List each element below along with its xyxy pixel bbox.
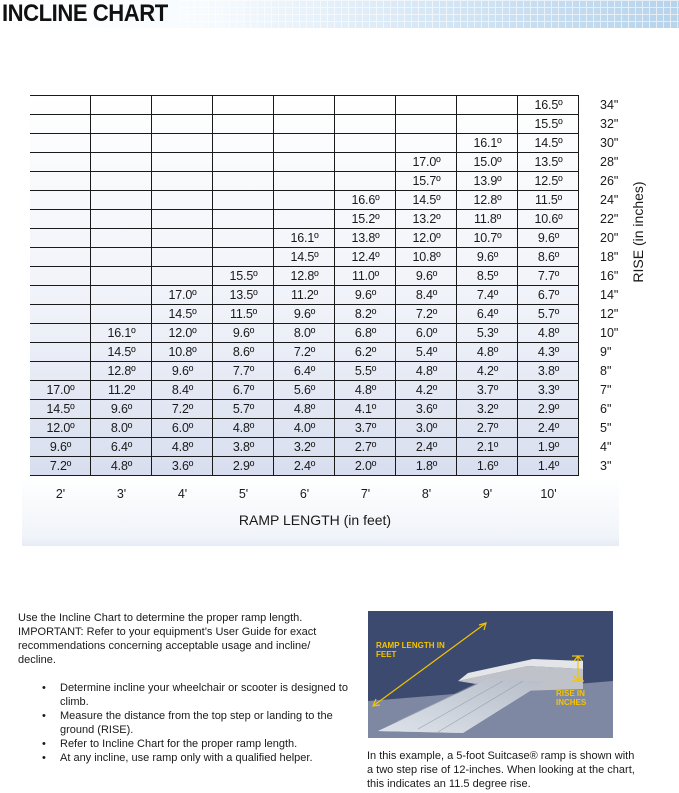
table-cell: 10.7º [473,231,502,245]
table-cell: 16.6º [351,193,380,207]
rise-label: 7" [600,383,612,397]
table-cell: 4.8º [293,402,316,416]
table-cell: 4.8º [171,440,194,454]
ramp-length-label: 10' [540,487,557,501]
table-cell: 2.9º [537,402,560,416]
table-cell: 9.6º [293,307,316,321]
table-cell: 7.7º [537,269,560,283]
table-cell: 5.6º [293,383,316,397]
table-cell: 9.6º [476,250,499,264]
table-cell: 13.8º [351,231,380,245]
table-cell: 17.0º [412,155,441,169]
table-cell: 12.8º [290,269,319,283]
table-cell: 15.5º [534,117,563,131]
table-cell: 9.6º [49,440,72,454]
table-cell: 8.6º [232,345,255,359]
rise-label: 18" [600,250,619,264]
table-cell: 15.7º [412,174,441,188]
table-cell: 17.0º [168,288,197,302]
table-cell: 3.2º [293,440,316,454]
table-cell: 13.2º [412,212,441,226]
table-cell: 12.8º [473,193,502,207]
page-title: INCLINE CHART [2,0,168,27]
table-cell: 3.8º [232,440,255,454]
table-cell: 6.7º [232,383,255,397]
table-cell: 4.2º [415,383,438,397]
table-cell: 6.4º [110,440,133,454]
table-cell: 6.2º [354,345,377,359]
table-cell: 15.0º [473,155,502,169]
table-cell: 8.0º [293,326,316,340]
table-cell: 13.5º [229,288,258,302]
table-cell: 12.8º [107,364,136,378]
table-cell: 14.5º [534,136,563,150]
table-cell: 4.8º [232,421,255,435]
table-cell: 10.8º [412,250,441,264]
table-cell: 9.6º [354,288,377,302]
list-item: • Measure the distance from the top step or landing to the ground (RISE). [42,709,348,737]
table-cell: 8.6º [537,250,560,264]
table-cell: 9.6º [110,402,133,416]
y-axis-label: RISE (in inches) [630,181,646,283]
rise-label: 8" [600,364,612,378]
photo-label-length: RAMP LENGTH IN FEET [376,641,445,659]
table-cell: 2.4º [415,440,438,454]
table-cell: 15.5º [229,269,258,283]
instructions-text [18,611,348,765]
table-cell: 4.8º [415,364,438,378]
list-item: • Refer to Incline Chart for the proper ramp length. [42,737,348,751]
ramp-photo [368,611,613,738]
table-cell: 12.5º [534,174,563,188]
table-cell: 13.5º [534,155,563,169]
table-cell: 12.0º [46,421,75,435]
table-cell: 4.8º [110,459,133,473]
table-cell: 1.6º [476,459,499,473]
table-cell: 11.2º [108,383,135,397]
table-cell: 7.2º [49,459,72,473]
table-cell: 4.1º [354,402,377,416]
table-cell: 6.0º [415,326,438,340]
table-cell: 1.8º [415,459,438,473]
rise-label: 24" [600,193,619,207]
table-cell: 2.9º [232,459,255,473]
table-cell: 8.4º [415,288,438,302]
rise-label: 34" [600,98,619,112]
rise-label: 26" [600,174,619,188]
ramp-length-label: 3' [116,487,127,501]
table-cell: 11.0º [352,269,379,283]
ramp-length-label: 2' [55,487,66,501]
list-item: • At any incline, use ramp only with a qualified helper. [42,751,348,765]
ramp-length-label: 7' [360,487,371,501]
table-cell: 11.5º [535,193,562,207]
table-cell: 2.4º [293,459,316,473]
table-cell: 7.4º [476,288,499,302]
table-cell: 5.3º [476,326,499,340]
ramp-length-label: 9' [482,487,493,501]
table-cell: 6.4º [476,307,499,321]
table-cell: 11.5º [230,307,257,321]
table-cell: 3.6º [171,459,194,473]
table-cell: 12.4º [351,250,380,264]
rise-label: 10" [600,326,619,340]
photo-caption: In this example, a 5-foot Suitcase® ramp is shown with a two step rise of 12-inches. When looking at the chart, this indicates an 11.5 degree rise. [367,750,635,790]
table-cell: 8.4º [171,383,194,397]
table-cell: 9.6º [171,364,194,378]
table-cell: 2.1º [476,440,499,454]
grid-line [30,114,579,115]
rise-label: 28" [600,155,619,169]
instructions-list [18,681,348,765]
rise-label: 32" [600,117,619,131]
rise-label: 20" [600,231,619,245]
table-cell: 10.8º [168,345,197,359]
photo-label-rise: RISE IN INCHES [556,689,587,707]
table-cell: 7.2º [171,402,194,416]
table-cell: 15.2º [351,212,380,226]
table-cell: 8.2º [354,307,377,321]
table-cell: 3.3º [537,383,560,397]
table-cell: 11.8º [474,212,501,226]
table-cell: 14.5º [107,345,136,359]
table-cell: 3.7º [354,421,377,435]
table-cell: 6.4º [293,364,316,378]
table-cell: 6.8º [354,326,377,340]
rise-label: 12" [600,307,619,321]
table-cell: 16.5º [534,98,563,112]
table-cell: 14.5º [46,402,75,416]
table-cell: 4.8º [354,383,377,397]
table-cell: 6.0º [171,421,194,435]
table-cell: 2.0º [354,459,377,473]
table-cell: 4.8º [476,345,499,359]
instructions-intro: Use the Incline Chart to determine the proper ramp length. IMPORTANT: Refer to your equipment’s User Guide for exact recommendations concerning acceptable usage and incline/ decline. [18,612,317,666]
grid-line [30,95,579,96]
table-cell: 3.6º [415,402,438,416]
rise-label: 4" [600,440,612,454]
table-cell: 2.7º [476,421,499,435]
rise-label: 6" [600,402,612,416]
table-cell: 5.5º [354,364,377,378]
rise-label: 5" [600,421,612,435]
table-cell: 3.0º [415,421,438,435]
table-cell: 8.0º [110,421,133,435]
table-cell: 7.7º [232,364,255,378]
rise-label: 14" [600,288,619,302]
table-cell: 14.5º [412,193,441,207]
table-cell: 13.9º [473,174,502,188]
rise-label: 9" [600,345,612,359]
table-cell: 2.7º [354,440,377,454]
ramp-length-label: 6' [299,487,310,501]
table-cell: 7.2º [293,345,316,359]
table-cell: 4.3º [537,345,560,359]
page-header [0,0,679,28]
table-cell: 9.6º [537,231,560,245]
table-cell: 5.7º [232,402,255,416]
table-cell: 4.0º [293,421,316,435]
x-axis-label: RAMP LENGTH (in feet) [238,512,392,528]
table-cell: 9.6º [232,326,255,340]
rise-label: 16" [600,269,619,283]
table-cell: 14.5º [168,307,197,321]
table-cell: 7.2º [415,307,438,321]
table-cell: 1.9º [537,440,560,454]
table-cell: 9.6º [415,269,438,283]
table-cell: 16.1º [107,326,136,340]
table-cell: 8.5º [476,269,499,283]
table-cell: 5.7º [537,307,560,321]
table-cell: 3.8º [537,364,560,378]
rise-label: 30" [600,136,619,150]
table-cell: 12.0º [168,326,197,340]
table-cell: 4.2º [476,364,499,378]
table-cell: 1.4º [537,459,560,473]
table-cell: 14.5º [290,250,319,264]
table-cell: 2.4º [537,421,560,435]
table-cell: 16.1º [473,136,502,150]
table-cell: 17.0º [46,383,75,397]
table-cell: 6.7º [537,288,560,302]
table-cell: 12.0º [412,231,441,245]
ramp-length-label: 8' [421,487,432,501]
table-cell: 16.1º [290,231,319,245]
rise-label: 3" [600,459,612,473]
header-grid-pattern [180,0,679,28]
table-cell: 3.2º [476,402,499,416]
ramp-illustration [368,611,613,738]
table-cell: 3.7º [476,383,499,397]
rise-label: 22" [600,212,619,226]
ramp-length-label: 4' [177,487,188,501]
list-item: • Determine incline your wheelchair or scooter is designed to climb. [42,681,348,709]
table-cell: 5.4º [415,345,438,359]
ramp-length-label: 5' [238,487,249,501]
table-cell: 4.8º [537,326,560,340]
table-cell: 10.6º [534,212,563,226]
table-cell: 11.2º [291,288,318,302]
